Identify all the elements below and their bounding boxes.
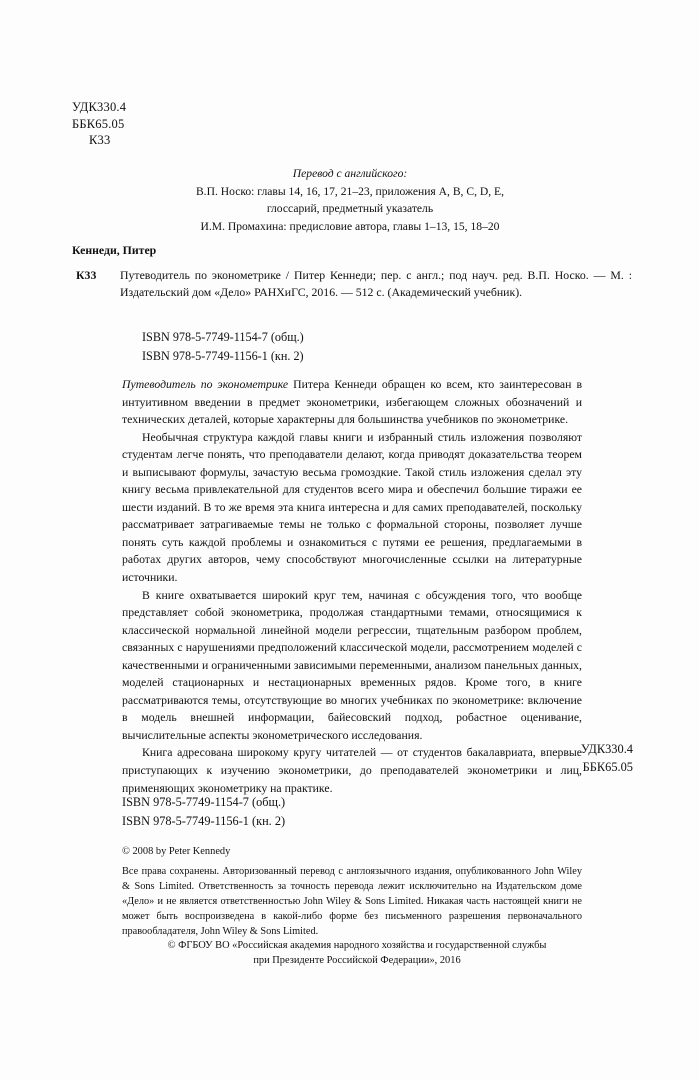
bibliographic-record [72, 242, 632, 302]
isbn-block-top [142, 328, 304, 366]
isbn-block-bottom [122, 793, 285, 831]
annotation-text [122, 376, 582, 797]
annotation-paragraph-1-rest: Питера Кеннеди обращен ко всем, кто заинтересован в интуитивном введении в предмет эконометрики, избегающем сложных обозначений и технических деталей, которые характерны для большинства учебников по эконометрике. [122, 378, 582, 427]
translation-line-2: глоссарий, предметный указатель [266, 202, 434, 215]
author-sign-top: К33 [89, 133, 111, 147]
translation-credits [130, 165, 570, 235]
book-title-italic: Путеводитель по эконометрике [122, 378, 289, 391]
annotation-paragraph-4: Книга адресована широкому кругу читателей — от студентов бакалавриата, впервые приступающих к изучению эконометрики, до преподавателей эконометрики и лиц, применяющих эконометрику на практике. [122, 746, 582, 795]
translation-heading: Перевод с английского: [292, 167, 408, 180]
copyright-english: © 2008 by Peter Kennedy [122, 846, 231, 857]
copyright-russian-line-2: при Президенте Российской Федерации», 2016 [253, 955, 461, 967]
annotation-paragraph-3: В книге охватывается широкий круг тем, начиная с обсуждения того, что вообще представляет собой эконометрика, продолжая стандартными темами, относящимися к классической нормальной линейной модели регрессии, тщательным разбором проблем, связанных с нарушениями предположений классической модели, рассмотрением моделей с качественными и ограниченными зависимыми переменными, анализом панельных данных, моделей стационарных и нестационарных временных рядов. Кроме того, в книге рассматриваются темы, отсутствующие во многих учебниках по эконометрике: включение в модель внешней информации, байесовский подход, робастное оценивание, вычислительные аспекты эконометрического исследования. [122, 588, 582, 742]
classification-codes-top [72, 99, 126, 149]
translation-line-1: В.П. Носко: главы 14, 16, 17, 21–23, приложения A, B, C, D, E, [195, 184, 505, 198]
translation-line-3: И.М. Промахина: предисловие автора, главы 1–13, 15, 18–20 [200, 219, 500, 233]
udk-code-bottom: УДК330.4 [580, 742, 633, 756]
isbn-volume-top: ISBN 978-5-7749-1156-1 (кн. 2) [142, 349, 304, 363]
biblio-description: Путеводитель по эконометрике / Питер Кеннеди; пер. с англ.; под науч. ред. В.П. Носко. — М. : Издательский дом «Дело» РАНХиГС, 2016. — 512 с. (Академический учебник). [120, 267, 632, 300]
biblio-author: Кеннеди, Питер [72, 243, 157, 257]
annotation-paragraph-1 [122, 376, 582, 429]
bbk-code-bottom: ББК65.05 [582, 759, 633, 774]
copyright-russian [122, 938, 592, 969]
udk-code-top: УДК330.4 [72, 100, 127, 114]
isbn-general-bottom: ISBN 978-5-7749-1154-7 (общ.) [122, 795, 286, 809]
rights-paragraph: Все права сохранены. Авторизованный перевод с англоязычного издания, опубликованного John Wiley & Sons Limited. Ответственность за точность перевода лежит исключительно на Издательском доме «Дело» и не является ответственностью John Wiley & Sons Limited. Никакая часть настоящей книги не может быть воспроизведена в какой-либо форме без письменного разрешения первоначального правообладателя, John Wiley & Sons Limited. [122, 866, 582, 938]
bbk-code-top: ББК65.05 [72, 116, 125, 131]
copyright-russian-line-1: © ФГБОУ ВО «Российская академия народного хозяйства и государственной службы [167, 940, 547, 951]
isbn-volume-bottom: ISBN 978-5-7749-1156-1 (кн. 2) [122, 814, 286, 828]
classification-codes-bottom [581, 741, 633, 776]
biblio-author-sign: К33 [76, 267, 97, 282]
biblio-description-block [72, 267, 632, 302]
rights-statement [122, 864, 582, 939]
annotation-paragraph-2: Необычная структура каждой главы книги и избранный стиль изложения позволяют студентам легче понять, что преподаватели делают, когда приводят доказательства теорем и выписывают формулы, зачастую весьма громоздкие. Такой стиль изложения сделал эту книгу весьма привлекательной для студентов всего мира и обеспечил большие тиражи ее шести изданий. В то же время эта книга интересна и для самих преподавателей, поскольку рассматривает затрагиваемые темы не только с формальной стороны, позволяет лучше понять суть каждой проблемы и ознакомиться с путями ее решения, предлагаемыми в работах других авторов, чему способствуют многочисленные ссылки на литературные источники. [122, 430, 582, 585]
isbn-general-top: ISBN 978-5-7749-1154-7 (общ.) [142, 330, 304, 344]
